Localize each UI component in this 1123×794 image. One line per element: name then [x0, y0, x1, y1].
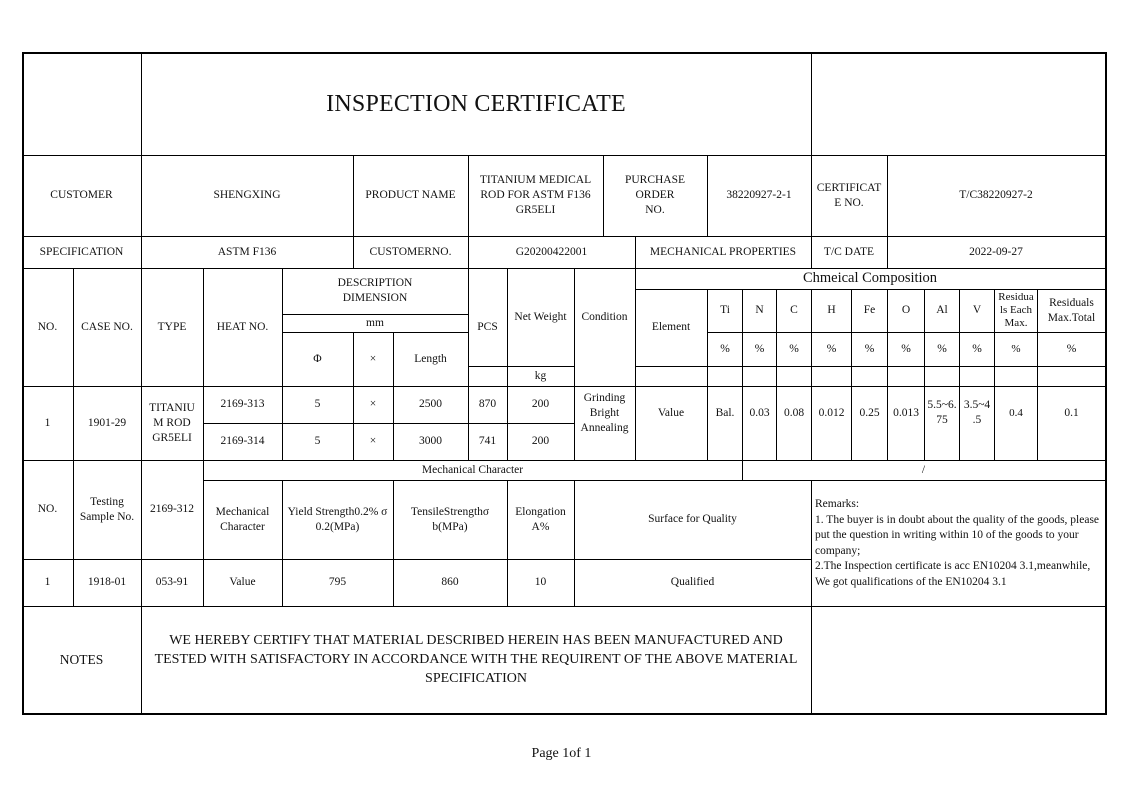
heat-no-value: 2169-313	[220, 398, 265, 410]
element-6-unit: %	[937, 342, 947, 355]
mech-heat-value: 2169-312	[149, 503, 195, 515]
net-weight-value: 200	[531, 435, 550, 447]
specification-value: ASTM F136	[217, 245, 277, 258]
yield-strength-header: Yield Strength0.2% σ 0.2(MPa)	[287, 505, 388, 533]
element-8-unit: %	[1011, 342, 1021, 355]
heat-no-value: 2169-314	[220, 435, 265, 447]
customer-value: SHENGXING	[213, 189, 281, 201]
element-0-name: Ti	[720, 304, 730, 316]
case-no-header: CASE NO.	[81, 320, 133, 333]
element-6-name: Al	[936, 304, 948, 316]
value-header: Value	[657, 406, 685, 419]
pcs-value: 870	[478, 398, 497, 410]
elongation-header: Elongation A%	[515, 505, 566, 533]
element-5-value: 0.013	[893, 406, 919, 419]
slash-cell: /	[921, 463, 926, 476]
border-bottom	[22, 713, 1107, 715]
mech-value-label: Value	[229, 576, 256, 588]
customer-no-label: CUSTOMERNO.	[369, 245, 452, 258]
case-no-value: 1901-29	[87, 416, 127, 429]
customer-label: CUSTOMER	[50, 189, 113, 201]
yield-strength-value: 795	[328, 576, 347, 588]
description-dimension-header: DESCRIPTION DIMENSION	[337, 277, 413, 304]
sample-heat-value: 053-91	[155, 576, 189, 588]
heat-no-header: HEAT NO.	[216, 320, 269, 333]
element-0-value: Bal.	[715, 406, 735, 419]
tc-date-value: 2022-09-27	[969, 245, 1023, 258]
pcs-value: 741	[478, 435, 497, 447]
type-value: TITANIU M ROD GR5ELI	[149, 401, 195, 444]
element-5-name: O	[901, 304, 911, 316]
kg-unit: kg	[534, 369, 547, 382]
purchase-order-label: PURCHASE ORDER NO.	[624, 174, 686, 216]
element-6-value: 5.5~6. 75	[927, 399, 957, 426]
times-header: ×	[369, 352, 377, 365]
element-0-unit: %	[720, 342, 730, 355]
element-1-unit: %	[754, 342, 765, 355]
certificate-no-value: T/C38220927-2	[959, 189, 1033, 201]
mechanical-properties-label: MECHANICAL PROPERTIES	[649, 245, 797, 258]
times-value: ×	[369, 398, 377, 410]
element-5-unit: %	[901, 342, 911, 355]
mech-no-header: NO.	[37, 503, 58, 515]
certificate-title: INSPECTION CERTIFICATE	[326, 90, 626, 117]
mech-row-no: 1	[44, 576, 51, 588]
element-8-value: 0.4	[1009, 406, 1023, 419]
element-7-value: 3.5~4 .5	[963, 399, 991, 426]
element-9-value: 0.1	[1064, 406, 1079, 419]
length-value: 2500	[419, 398, 442, 410]
element-3-unit: %	[826, 342, 837, 355]
element-8-name: Residua ls Each Max.	[998, 291, 1034, 329]
element-9-unit: %	[1066, 342, 1077, 355]
product-value: TITANIUM MEDICAL ROD FOR ASTM F136 GR5ELI	[479, 174, 592, 216]
testing-sample-header: Testing Sample No.	[79, 495, 135, 523]
sample-no-value: 1918-01	[87, 576, 127, 588]
element-3-value: 0.012	[818, 406, 845, 419]
element-4-unit: %	[864, 342, 875, 355]
tc-date-label: T/C DATE	[823, 245, 875, 258]
page-number: Page 1of 1	[531, 746, 592, 761]
element-2-value: 0.08	[783, 406, 805, 419]
element-7-unit: %	[972, 342, 982, 355]
element-3-name: H	[827, 304, 836, 316]
length-header: Length	[414, 352, 447, 365]
type-header: TYPE	[157, 320, 187, 333]
phi-value: 5	[314, 398, 321, 410]
no-header: NO.	[37, 320, 58, 333]
element-1-value: 0.03	[749, 406, 770, 419]
specification-label: SPECIFICATION	[39, 245, 124, 258]
condition-header: Condition	[581, 310, 628, 323]
tensile-strength-value: 860	[441, 576, 459, 588]
element-7-name: V	[972, 304, 982, 316]
net-weight-value: 200	[531, 398, 550, 410]
pcs-header: PCS	[477, 320, 498, 333]
chemical-composition-header: Chmeical Composition	[802, 270, 938, 286]
remarks-title: Remarks:	[815, 498, 860, 510]
product-label: PRODUCT NAME	[365, 189, 456, 201]
element-header: Element	[651, 321, 691, 333]
remarks-block	[812, 497, 1105, 590]
notes-label: NOTES	[59, 652, 104, 667]
remarks-item: 2.The Inspection certificate is acc EN10204 3.1,meanwhile, We got qualifications of the EN10204 3.1	[815, 560, 1091, 588]
surface-quality-value: Qualified	[670, 576, 715, 588]
customer-no-value: G20200422001	[515, 245, 588, 258]
net-weight-header: Net Weight	[514, 310, 567, 323]
certificate-no-label: CERTIFICAT E NO.	[816, 181, 882, 209]
surface-quality-header: Surface for Quality	[648, 513, 737, 525]
notes-text: WE HEREBY CERTIFY THAT MATERIAL DESCRIBED HEREIN HAS BEEN MANUFACTURED AND TESTED WITH SATISFACTORY IN ACCORDANCE WITH THE REQUIRENT OF THE ABOVE MATERIAL SPECIFICATION	[154, 633, 798, 686]
condition-value: Grinding Bright Annealing	[580, 391, 629, 434]
elongation-value: 10	[534, 576, 547, 588]
element-2-unit: %	[789, 342, 799, 355]
mm-unit: mm	[366, 316, 384, 329]
grid-line	[811, 606, 812, 714]
border-right	[1105, 52, 1107, 714]
phi-value: 5	[314, 435, 321, 447]
element-4-name: Fe	[863, 304, 876, 316]
mechanical-character-header: Mechanical Character	[215, 505, 270, 533]
tensile-strength-header: TensileStrengthσ b(MPa)	[410, 505, 490, 533]
mechanical-character-section: Mechanical Character	[421, 463, 524, 476]
purchase-order-value: 38220927-2-1	[726, 189, 792, 201]
phi-header: Φ	[313, 352, 322, 365]
element-2-name: C	[790, 304, 798, 316]
length-value: 3000	[419, 435, 442, 447]
element-1-name: N	[755, 304, 764, 316]
element-9-name: Residuals Max.Total	[1047, 296, 1096, 324]
element-4-value: 0.25	[859, 406, 880, 419]
remarks-item: 1. The buyer is in doubt about the quality of the goods, please put the question in writing within 10 of the goods to your company;	[815, 513, 1100, 557]
times-value: ×	[369, 435, 377, 447]
row-no: 1	[44, 416, 51, 429]
